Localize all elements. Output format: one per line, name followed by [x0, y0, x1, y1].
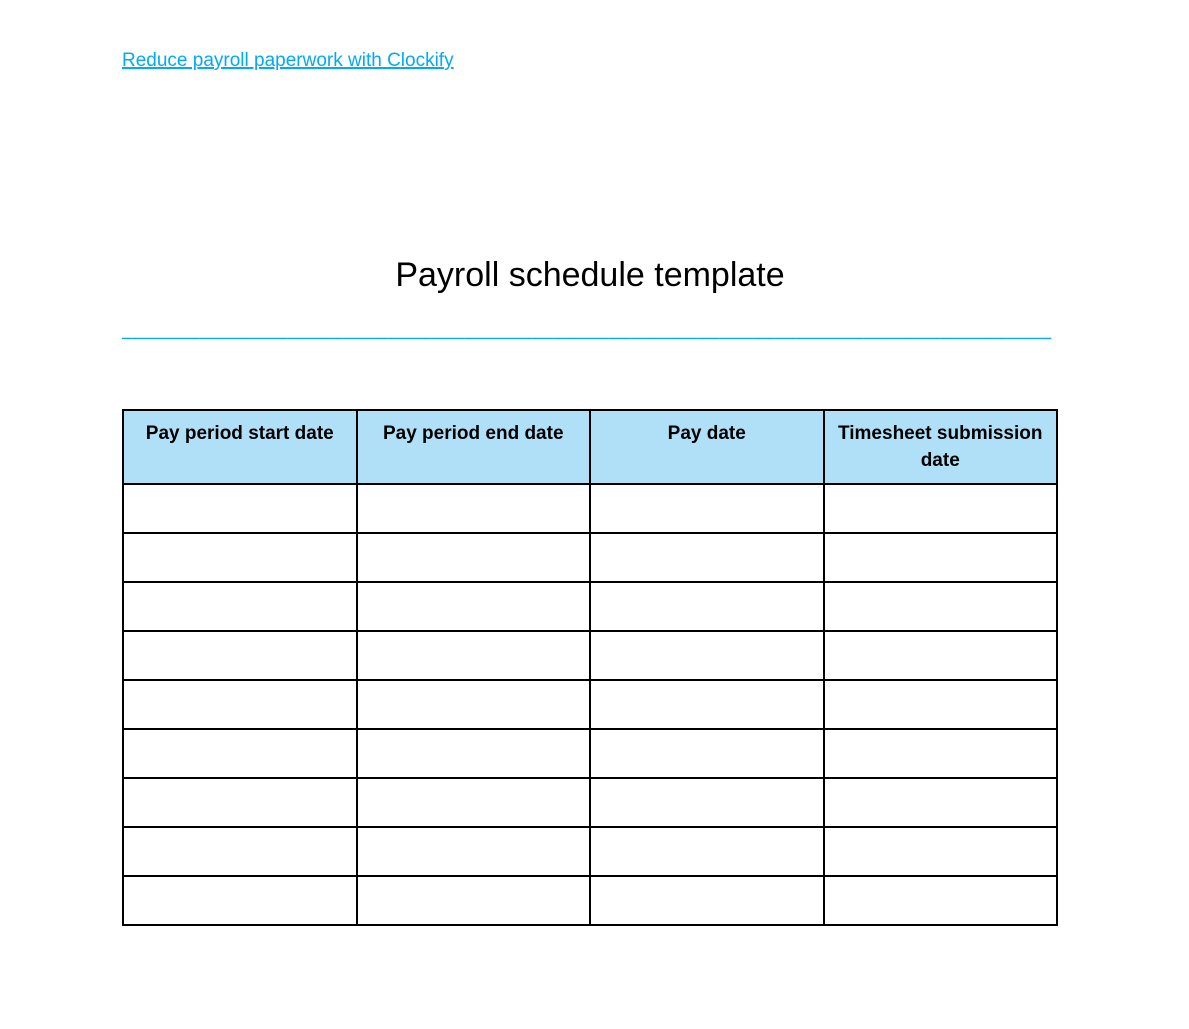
header-cell-pay-date: Pay date [590, 410, 824, 484]
table-cell[interactable] [123, 876, 357, 925]
table-cell[interactable] [590, 533, 824, 582]
table-cell[interactable] [123, 484, 357, 533]
table-cell[interactable] [824, 484, 1058, 533]
table-cell[interactable] [123, 631, 357, 680]
table-row [123, 582, 1057, 631]
table-row [123, 484, 1057, 533]
table-row [123, 533, 1057, 582]
table-row [123, 778, 1057, 827]
header-cell-pay-period-end-date: Pay period end date [357, 410, 591, 484]
header-cell-pay-period-start-date: Pay period start date [123, 410, 357, 484]
table-cell[interactable] [590, 729, 824, 778]
table-cell[interactable] [824, 582, 1058, 631]
table-cell[interactable] [824, 729, 1058, 778]
table-cell[interactable] [357, 827, 591, 876]
table-cell[interactable] [824, 680, 1058, 729]
table-row [123, 631, 1057, 680]
table-cell[interactable] [590, 778, 824, 827]
table-cell[interactable] [123, 533, 357, 582]
table-cell[interactable] [357, 631, 591, 680]
table-cell[interactable] [357, 729, 591, 778]
table-cell[interactable] [824, 827, 1058, 876]
table-cell[interactable] [357, 484, 591, 533]
table-cell[interactable] [357, 533, 591, 582]
table-cell[interactable] [123, 680, 357, 729]
table-cell[interactable] [357, 778, 591, 827]
table-cell[interactable] [590, 631, 824, 680]
table-cell[interactable] [123, 827, 357, 876]
table-row [123, 680, 1057, 729]
divider-line: ____________________________________________________________________________________ [122, 320, 1052, 340]
table-cell[interactable] [824, 778, 1058, 827]
table-row [123, 876, 1057, 925]
table-row [123, 827, 1057, 876]
table-cell[interactable] [123, 778, 357, 827]
table-cell[interactable] [123, 729, 357, 778]
table-row [123, 729, 1057, 778]
table-cell[interactable] [590, 484, 824, 533]
table-cell[interactable] [590, 582, 824, 631]
table-cell[interactable] [357, 582, 591, 631]
clockify-promo-link[interactable]: Reduce payroll paperwork with Clockify [122, 50, 454, 71]
table-cell[interactable] [824, 631, 1058, 680]
table-cell[interactable] [824, 876, 1058, 925]
header-cell-timesheet-submission-date: Timesheet submission date [824, 410, 1058, 484]
table-cell[interactable] [590, 827, 824, 876]
page-title: Payroll schedule template [395, 256, 785, 294]
table-cell[interactable] [824, 533, 1058, 582]
payroll-schedule-table [122, 409, 1058, 926]
table-cell[interactable] [590, 680, 824, 729]
table-header-row [123, 410, 1057, 484]
table-cell[interactable] [357, 680, 591, 729]
table-cell[interactable] [590, 876, 824, 925]
table-cell[interactable] [123, 582, 357, 631]
table-cell[interactable] [357, 876, 591, 925]
